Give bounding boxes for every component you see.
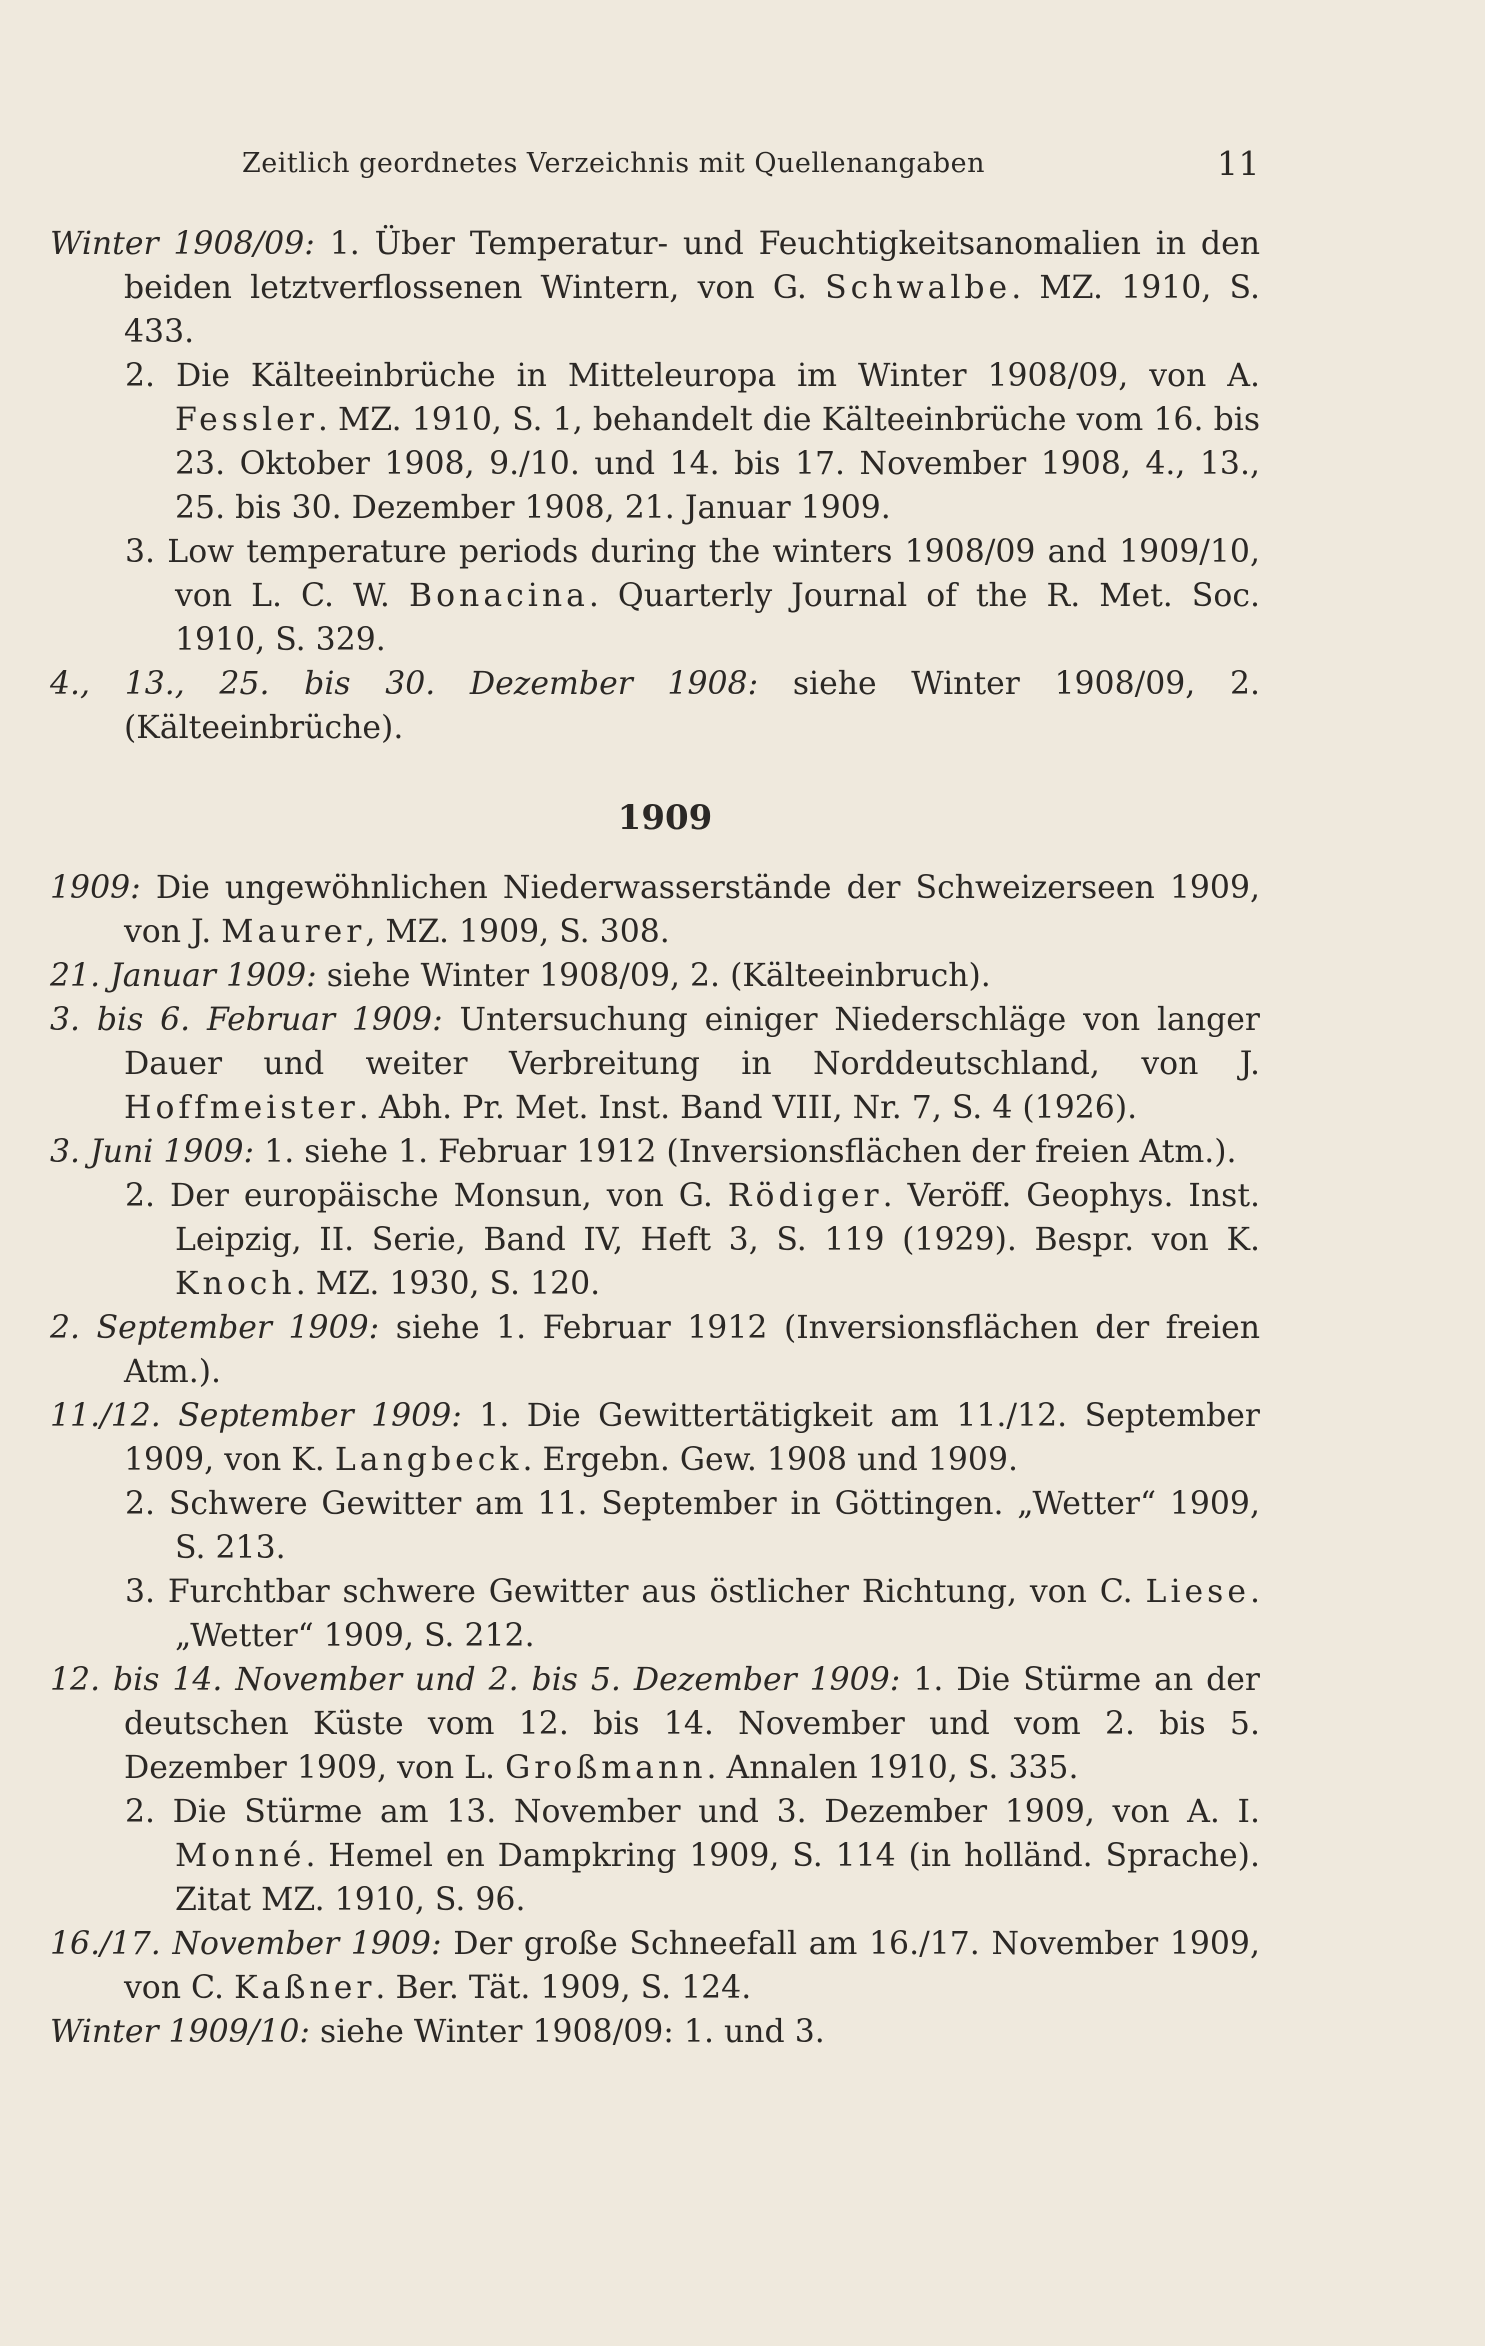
entry-september-1909 — [50, 1306, 1260, 1394]
section-heading-year: 1909 — [617, 798, 713, 838]
header-title: Zeitlich geordnetes Verzeichnis mit Quellenangaben — [242, 148, 985, 179]
entry-heading: 21. Januar 1909: — [50, 958, 317, 994]
entry-text: Untersuchung einiger Niederschläge von langer Dauer und weiter Verbreitung in Norddeutschland, von J. — [124, 1002, 1260, 1082]
entry-1909 — [50, 866, 1260, 954]
author-name: Maurer — [221, 914, 366, 950]
entry-text: 3. Low temperature periods during the winters 1908/09 and 1909/10, von L. C. W. — [125, 534, 1260, 614]
entry-11-12-september-1909 — [50, 1394, 1260, 1482]
entry-januar-1909 — [50, 954, 1260, 998]
entry-text: Die ungewöhnlichen Niederwasserstände der Schweizerseen 1909, von J. — [124, 870, 1260, 950]
entry-text: 2. Der europäische Monsun, von G. — [125, 1178, 728, 1214]
author-name: Kaßner — [234, 1970, 376, 2006]
author-name: Großmann — [505, 1750, 707, 1786]
entry-text: 2. Schwere Gewitter am 11. September in Göttingen. „Wetter“ 1909, S. 213. — [125, 1486, 1260, 1566]
entry-text: 3. Furchtbar schwere Gewitter aus östlicher Richtung, von C. — [125, 1574, 1146, 1610]
entry-heading: 11./12. September 1909: — [50, 1398, 462, 1434]
author-name: Knoch — [175, 1266, 296, 1302]
author-name: Schwalbe — [825, 270, 1012, 306]
entry-text: 2. Die Kälteeinbrüche in Mitteleuropa im Winter 1908/09, von A. — [125, 358, 1260, 394]
author-name: Monné — [175, 1838, 306, 1874]
entry-text: siehe Winter 1908/09: 1. und 3. — [310, 2014, 825, 2050]
sub-entry — [50, 354, 1260, 530]
entry-februar-1909 — [50, 998, 1260, 1130]
entry-heading: 1909: — [50, 870, 141, 906]
sub-entry — [50, 1790, 1260, 1922]
entry-heading: 2. September 1909: — [50, 1310, 380, 1346]
entry-heading: Winter 1908/09: — [50, 226, 315, 262]
author-name: Hoffmeister — [124, 1090, 359, 1126]
entry-heading: 3. Juni 1909: — [50, 1134, 255, 1170]
entry-winter-1909-10 — [50, 2010, 1260, 2054]
entry-dezember-1908 — [50, 662, 1260, 750]
entry-text: . „Wetter“ 1909, S. 212. — [175, 1574, 1260, 1654]
entry-text: siehe Winter 1908/09, 2. (Kälteeinbrüche). — [124, 666, 1260, 746]
entry-text: . Abh. Pr. Met. Inst. Band VIII, Nr. 7, S. 4 (1926). — [358, 1090, 1138, 1126]
entry-text: . Ber. Tät. 1909, S. 124. — [375, 1970, 752, 2006]
entry-text: . MZ. 1910, S. 1, behandelt die Kälteeinbrüche vom 16. bis 23. Oktober 1908, 9./10. und 14. bis 17. November 1908, 4., 13., 25. bis 30. Dezember 1908, 21. Januar 1909. — [175, 402, 1260, 526]
entry-text: 2. Die Stürme am 13. November und 3. Dezember 1909, von A. I. — [125, 1794, 1260, 1830]
entry-heading: 16./17. November 1909: — [50, 1926, 442, 1962]
entry-16-17-november-1909 — [50, 1922, 1260, 2010]
entry-heading: 4., 13., 25. bis 30. Dezember 1908: — [50, 666, 759, 702]
page-number: 11 — [1217, 144, 1260, 183]
entry-text: 1. Die Stürme an der deutschen Küste vom 12. bis 14. November und vom 2. bis 5. Dezember 1909, von L. — [124, 1662, 1260, 1786]
entry-heading: 12. bis 14. November und 2. bis 5. Dezember 1909: — [50, 1662, 901, 1698]
author-name: Rödiger — [727, 1178, 883, 1214]
entry-text: . Veröff. Geophys. Inst. Leipzig, II. Serie, Band IV, Heft 3, S. 119 (1929). Bespr. von K. — [175, 1178, 1260, 1258]
entry-text: . Quarterly Journal of the R. Met. Soc. 1910, S. 329. — [175, 578, 1261, 658]
author-name: Liese — [1145, 1574, 1250, 1610]
entry-text: . MZ. 1930, S. 120. — [295, 1266, 601, 1302]
entry-text: siehe 1. Februar 1912 (Inversionsflächen der freien Atm.). — [124, 1310, 1260, 1390]
entry-text: . MZ. 1910, S. 433. — [124, 270, 1260, 350]
entry-text: 1. Über Temperatur- und Feuchtigkeitsanomalien in den beiden letztverflossenen Wintern, von G. — [124, 226, 1260, 306]
entry-text: 1. siehe 1. Februar 1912 (Inversionsflächen der freien Atm.). — [254, 1134, 1237, 1170]
entry-heading: 3. bis 6. Februar 1909: — [50, 1002, 443, 1038]
author-name: Bonacina — [408, 578, 589, 614]
sub-entry — [50, 1570, 1260, 1658]
entry-winter-1908-09 — [50, 222, 1260, 354]
author-name: Fessler — [175, 402, 318, 438]
entry-november-dezember-1909 — [50, 1658, 1260, 1790]
running-header — [242, 144, 1260, 188]
entry-text: . Annalen 1910, S. 335. — [706, 1750, 1079, 1786]
entry-text: . Hemel en Dampkring 1909, S. 114 (in holländ. Sprache). Zitat MZ. 1910, S. 96. — [175, 1838, 1260, 1918]
entry-text: , MZ. 1909, S. 308. — [365, 914, 670, 950]
entry-text: . Ergebn. Gew. 1908 und 1909. — [522, 1442, 1019, 1478]
entry-heading: Winter 1909/10: — [50, 2014, 311, 2050]
sub-entry — [50, 1174, 1260, 1306]
sub-entry — [50, 1482, 1260, 1570]
entry-text: 1. Die Gewittertätigkeit am 11./12. September 1909, von K. — [124, 1398, 1260, 1478]
entry-list — [50, 222, 1260, 2054]
entry-text: siehe Winter 1908/09, 2. (Kälteeinbruch). — [316, 958, 991, 994]
author-name: Langbeck — [334, 1442, 523, 1478]
entry-juni-1909 — [50, 1130, 1260, 1174]
entry-text: Der große Schneefall am 16./17. November 1909, von C. — [124, 1926, 1260, 2006]
sub-entry — [50, 530, 1260, 662]
